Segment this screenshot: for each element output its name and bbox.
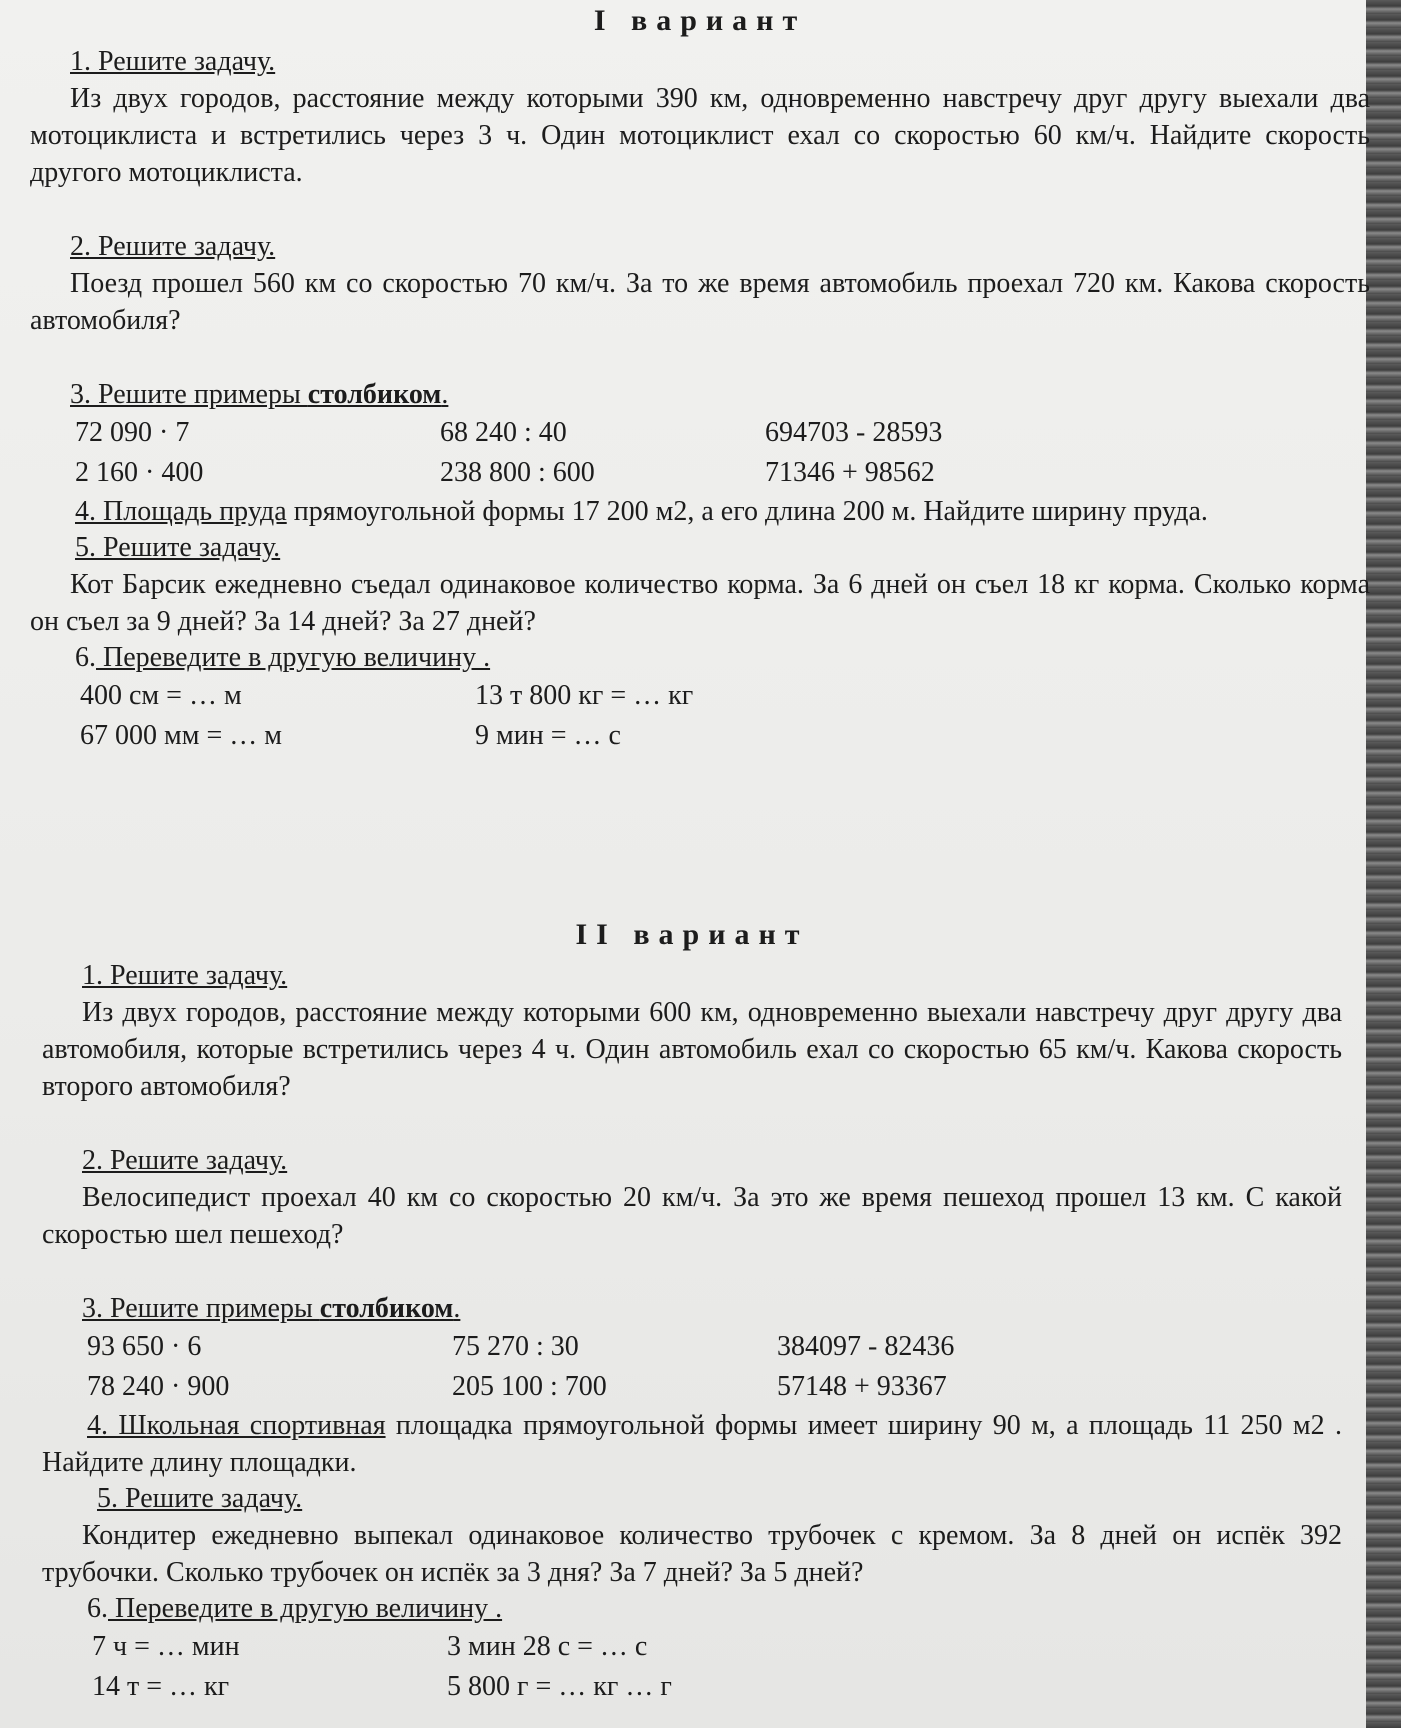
example: 78 240 · 900: [87, 1371, 230, 1402]
variant-1: [30, 4, 1370, 756]
task-4: [30, 493, 1370, 530]
example: 2 160 · 400: [75, 457, 204, 488]
example: 238 800 : 600: [440, 457, 595, 488]
conversion: 67 000 мм = … м: [80, 720, 282, 751]
task-2-text: Поезд прошел 560 км со скоростью 70 км/ч. За то же время автомобиль проехал 720 км. Какова скорость автомобиля?: [30, 268, 1370, 336]
task-3-header-bold: столбиком: [307, 379, 442, 410]
task-2-header: 2. Решите задачу.: [82, 1145, 288, 1176]
task-5-text: Кот Барсик ежедневно съедал одинаковое количество корма. За 6 дней он съел 18 кг корма. Сколько корма он съел за 9 дней? За 14 дней? За 27 дней?: [30, 569, 1370, 637]
task-6-header-text: Переведите в другую величину .: [108, 1593, 503, 1624]
example: 694703 - 28593: [765, 417, 943, 448]
task-6-conversions: [80, 676, 1370, 756]
task-1-header: 1. Решите задачу.: [70, 46, 276, 77]
task-6-header: [75, 640, 1370, 676]
task-3-header-end: .: [441, 379, 449, 410]
variant-title: II вариант: [575, 918, 809, 951]
example: 93 650 · 6: [87, 1331, 202, 1362]
task-1-header: 1. Решите задачу.: [82, 960, 288, 991]
example: 72 090 · 7: [75, 417, 190, 448]
task-3-header: [82, 1291, 1342, 1327]
task-6-conversions: [92, 1627, 1342, 1707]
variant-2: [42, 918, 1342, 1707]
task-3-header: [70, 377, 1370, 413]
task-5-text: Кондитер ежедневно выпекал одинаковое количество трубочек с кремом. За 8 дней он испёк 392 трубочки. Сколько трубочек он испёк за 3 дня? За 7 дней? За 5 дней?: [42, 1520, 1342, 1588]
task-4-text: прямоугольной формы 17 200 м2, а его длина 200 м. Найдите ширину пруда.: [286, 496, 1208, 527]
example: 71346 + 98562: [765, 457, 935, 488]
task-1-text: Из двух городов, расстояние между которыми 390 км, одновременно навстречу друг другу выехали два мотоциклиста и встретились через 3 ч. Один мотоциклист ехал со скоростью 60 км/ч. Найдите скорость другого мотоциклиста.: [30, 83, 1370, 188]
background-edge: [1366, 0, 1401, 1728]
conversion: 5 800 г = … кг … г: [447, 1671, 672, 1702]
task-2-header: 2. Решите задачу.: [70, 231, 276, 262]
conversion: 400 см = … м: [80, 680, 242, 711]
task-6-header-text: Переведите в другую величину .: [96, 642, 491, 673]
task-4: [42, 1407, 1342, 1481]
task-2-text: Велосипедист проехал 40 км со скоростью 20 км/ч. За это же время пешеход прошел 13 км. С какой скоростью шел пешеход?: [42, 1182, 1342, 1250]
task-3-examples: [75, 413, 1370, 493]
task-3-header-end: .: [453, 1293, 461, 1324]
task-4-text: площадка прямоугольной формы имеет ширину 90 м, а площадь 11 250 м2 . Найдите длину площадки.: [42, 1410, 1342, 1478]
example: 57148 + 93367: [777, 1371, 947, 1402]
task-3-header-bold: столбиком: [319, 1293, 454, 1324]
conversion: 7 ч = … мин: [92, 1631, 240, 1662]
task-6-header: [87, 1591, 1342, 1627]
conversion: 9 мин = … с: [475, 720, 621, 751]
task-4-header: 4. Школьная спортивная: [87, 1410, 386, 1441]
task-5-header: 5. Решите задачу.: [75, 532, 281, 563]
task-6-num: 6.: [75, 642, 96, 673]
task-3-header-text: 3. Решите примеры: [82, 1293, 320, 1324]
conversion: 13 т 800 кг = … кг: [475, 680, 694, 711]
conversion: 3 мин 28 с = … с: [447, 1631, 648, 1662]
example: 75 270 : 30: [452, 1331, 579, 1362]
example: 68 240 : 40: [440, 417, 567, 448]
task-6-num: 6.: [87, 1593, 108, 1624]
task-5-header: 5. Решите задачу.: [97, 1483, 303, 1514]
task-4-header: 4. Площадь пруда: [75, 496, 287, 527]
variant-title: I вариант: [593, 4, 807, 37]
task-3-examples: [87, 1327, 1342, 1407]
example: 384097 - 82436: [777, 1331, 955, 1362]
example: 205 100 : 700: [452, 1371, 607, 1402]
task-3-header-text: 3. Решите примеры: [70, 379, 308, 410]
conversion: 14 т = … кг: [92, 1671, 230, 1702]
task-1-text: Из двух городов, расстояние между которыми 600 км, одновременно выехали навстречу друг другу два автомобиля, которые встретились через 4 ч. Один автомобиль ехал со скоростью 65 км/ч. Какова скорость второго автомобиля?: [42, 997, 1342, 1102]
